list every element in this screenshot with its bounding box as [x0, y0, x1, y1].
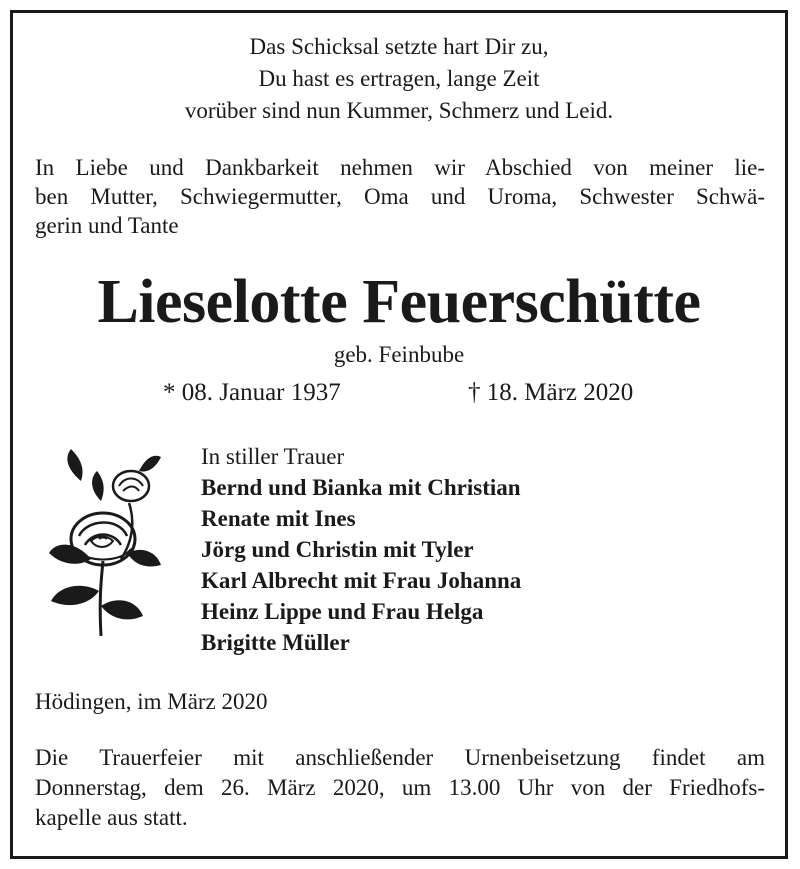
intro-line: gerin und Tante	[35, 213, 179, 238]
mourner-name: Bernd und Bianka mit Christian	[201, 475, 521, 500]
birth-date: * 08. Januar 1937	[163, 379, 341, 406]
poem-line: Du hast es ertragen, lange Zeit	[258, 66, 540, 91]
maiden-name: geb. Feinbube	[333, 342, 465, 367]
mourner-name: Heinz Lippe und Frau Helga	[201, 599, 484, 624]
poem-line: vorüber sind nun Kummer, Schmerz und Leid.	[184, 98, 614, 123]
mourners-label: In stiller Trauer	[201, 444, 345, 469]
death-date: † 18. März 2020	[468, 379, 634, 406]
mourner-name: Jörg und Christin mit Tyler	[201, 537, 474, 562]
mourner-name: Karl Albrecht mit Frau Johanna	[201, 568, 522, 593]
intro-line: ben Mutter, Schwiegermutter, Oma und Uroma, Schwester Schwä-	[35, 184, 765, 209]
place-date: Hödingen, im März 2020	[35, 689, 268, 714]
funeral-line: Die Trauerfeier mit anschließender Urnenbeisetzung findet am	[35, 745, 765, 770]
rose-icon	[41, 441, 166, 636]
funeral-line: kapelle aus statt.	[35, 805, 188, 830]
intro-line: In Liebe und Dankbarkeit nehmen wir Abschied von meiner lie-	[35, 155, 765, 180]
funeral-info	[35, 743, 765, 833]
mourners-list	[201, 441, 521, 658]
intro-text	[35, 153, 765, 240]
funeral-line: Donnerstag, dem 26. März 2020, um 13.00 Uhr von der Friedhofs-	[35, 775, 765, 800]
poem-line: Das Schicksal setzte hart Dir zu,	[249, 34, 549, 59]
obituary-notice	[10, 10, 788, 859]
poem	[13, 31, 785, 127]
mourner-name: Renate mit Ines	[201, 506, 356, 531]
deceased-name: Lieselotte Feuerschütte	[97, 268, 701, 336]
mourner-name: Brigitte Müller	[201, 630, 350, 655]
